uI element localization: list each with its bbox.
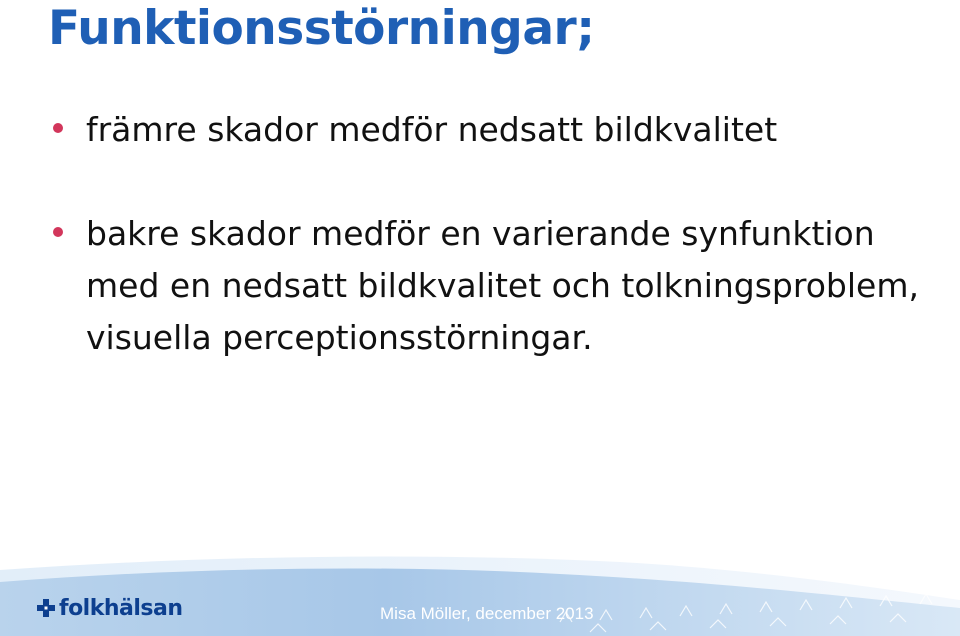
folkhalsan-logo [36,595,183,621]
cross-logo-icon [36,598,56,618]
footer-caption: Misa Möller, december 2013 [380,604,594,623]
bullet-item [48,104,948,156]
bullet-item [48,208,948,364]
bullet-dot-icon [53,227,63,237]
bullet-text: främre skador medför nedsatt bildkvalitet [86,110,778,149]
slide-title: Funktionsstörningar; [48,1,595,56]
logo-text: folkhälsan [59,595,183,621]
bullet-dot-icon [53,123,63,133]
bullet-text: bakre skador medför en varierande synfunktion med en nedsatt bildkvalitet och tolkningsproblem, visuella perceptionsstörningar. [86,214,919,357]
bullet-list [48,104,948,364]
